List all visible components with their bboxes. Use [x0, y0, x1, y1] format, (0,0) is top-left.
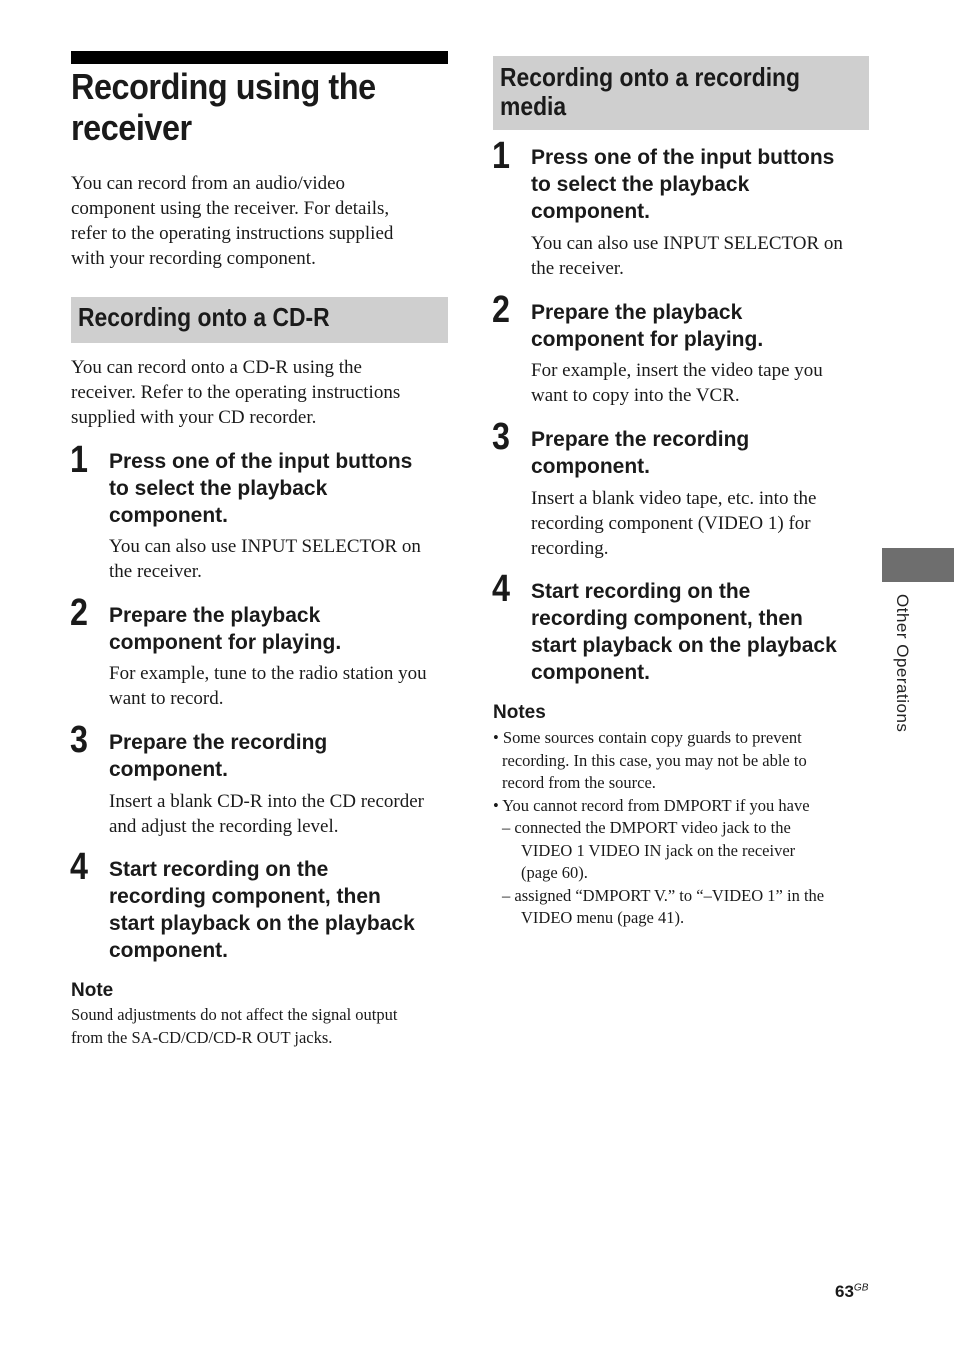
text-line: start playback on the playback — [109, 912, 415, 935]
text-line: component. — [109, 758, 228, 781]
note-item-continued: record from the source. — [502, 773, 656, 792]
text-line: component. — [531, 200, 650, 223]
note-subitem-continued: VIDEO menu (page 41). — [521, 908, 685, 927]
text-line: want to record. — [109, 688, 224, 709]
text-line: Prepare the recording — [109, 731, 328, 754]
page-number-value: 63 — [835, 1282, 854, 1301]
step-body — [109, 534, 454, 584]
text-line: component. — [109, 504, 228, 527]
step-title — [109, 448, 454, 529]
text-line: Sound adjustments do not affect the signal output — [71, 1005, 398, 1024]
text-line: You can record onto a CD-R using the — [71, 357, 362, 378]
section-tab-marker — [882, 548, 954, 582]
text-line: to select the playback — [109, 477, 328, 500]
note-subitem-continued: (page 60). — [521, 863, 588, 882]
text-line: recording component (VIDEO 1) for — [531, 513, 811, 534]
text-line: with your recording component. — [71, 248, 316, 269]
step-number: 3 — [70, 719, 88, 761]
text-line: from the SA-CD/CD/CD-R OUT jacks. — [71, 1027, 333, 1047]
step-number: 1 — [492, 135, 510, 177]
step-body — [531, 358, 876, 408]
text-line: recording component, then — [109, 885, 381, 908]
text-line: Start recording on the — [531, 580, 751, 603]
notes-heading: Notes — [493, 702, 546, 723]
text-line: For example, insert the video tape you — [531, 360, 823, 381]
text-line: the receiver. — [531, 258, 624, 279]
text-line: Press one of the input buttons — [109, 450, 413, 473]
section-heading-cdr — [71, 297, 448, 343]
section-heading-text: Recording onto a CD-R — [78, 302, 330, 332]
step-body — [531, 486, 876, 561]
step-number: 4 — [70, 846, 88, 888]
step-title — [531, 299, 876, 353]
text-line: component. — [531, 661, 650, 684]
text-line: the receiver. — [109, 561, 202, 582]
note-subitem: – connected the DMPORT video jack to the — [502, 818, 791, 837]
intro-paragraph — [71, 171, 448, 271]
note-item: • Some sources contain copy guards to prevent — [493, 728, 802, 747]
step-number: 3 — [492, 416, 510, 458]
notes-list — [493, 727, 869, 930]
step-title — [531, 578, 876, 686]
text-line: Press one of the input buttons — [531, 146, 835, 169]
step-body — [109, 661, 454, 711]
page-number — [835, 1282, 868, 1302]
step-body — [531, 231, 876, 281]
text-line: Insert a blank CD-R into the CD recorder — [109, 791, 424, 812]
page-title — [71, 66, 410, 148]
note-item-continued: recording. In this case, you may not be able to — [502, 750, 807, 770]
cdr-intro — [71, 355, 448, 430]
section-heading-text: media — [500, 91, 567, 121]
text-line: Insert a blank video tape, etc. into the — [531, 488, 817, 509]
step-title — [109, 602, 454, 656]
section-side-label: Other Operations — [893, 594, 912, 733]
text-line: to select the playback — [531, 173, 750, 196]
text-line: component using the receiver. For details, — [71, 198, 390, 219]
note-subitem-continued: VIDEO 1 VIDEO IN jack on the receiver — [521, 840, 796, 860]
note-text — [71, 1004, 448, 1049]
step-title — [109, 729, 454, 783]
step-body — [109, 789, 454, 839]
step-number: 2 — [492, 289, 510, 331]
text-line: receiver. Refer to the operating instructions — [71, 382, 401, 403]
text-line: component for playing. — [109, 631, 342, 654]
note-subitem: – assigned “DMPORT V.” to “–VIDEO 1” in the — [502, 885, 825, 905]
text-line: supplied with your CD recorder. — [71, 407, 317, 428]
text-line: You can also use INPUT SELECTOR on — [531, 233, 843, 254]
text-line: refer to the operating instructions supplied — [71, 223, 394, 244]
section-heading-text: Recording onto a recording — [500, 62, 801, 92]
step-number: 4 — [492, 568, 510, 610]
text-line: Start recording on the — [109, 858, 329, 881]
step-number: 1 — [70, 439, 88, 481]
step-title — [531, 426, 876, 480]
text-line: For example, tune to the radio station you — [109, 663, 427, 684]
text-line: Prepare the recording — [531, 428, 750, 451]
note-item: • You cannot record from DMPORT if you have — [493, 795, 810, 815]
text-line: component. — [531, 455, 650, 478]
section-heading-media — [493, 56, 869, 130]
step-number: 2 — [70, 592, 88, 634]
text-line: You can record from an audio/video — [71, 173, 346, 194]
text-line: recording component, then — [531, 607, 803, 630]
page-title-line: receiver — [71, 107, 192, 148]
page-title-line: Recording using the — [71, 66, 376, 107]
note-heading: Note — [71, 980, 114, 1001]
step-title — [531, 144, 876, 225]
page-number-suffix: GB — [853, 1282, 869, 1294]
title-rule — [71, 51, 448, 64]
text-line: component. — [109, 939, 228, 962]
text-line: Prepare the playback — [109, 604, 321, 627]
text-line: want to copy into the VCR. — [531, 385, 740, 406]
text-line: You can also use INPUT SELECTOR on — [109, 536, 421, 557]
text-line: component for playing. — [531, 328, 764, 351]
text-line: Prepare the playback — [531, 301, 743, 324]
text-line: start playback on the playback — [531, 634, 837, 657]
step-title — [109, 856, 454, 964]
text-line: recording. — [531, 538, 609, 559]
text-line: and adjust the recording level. — [109, 816, 339, 837]
